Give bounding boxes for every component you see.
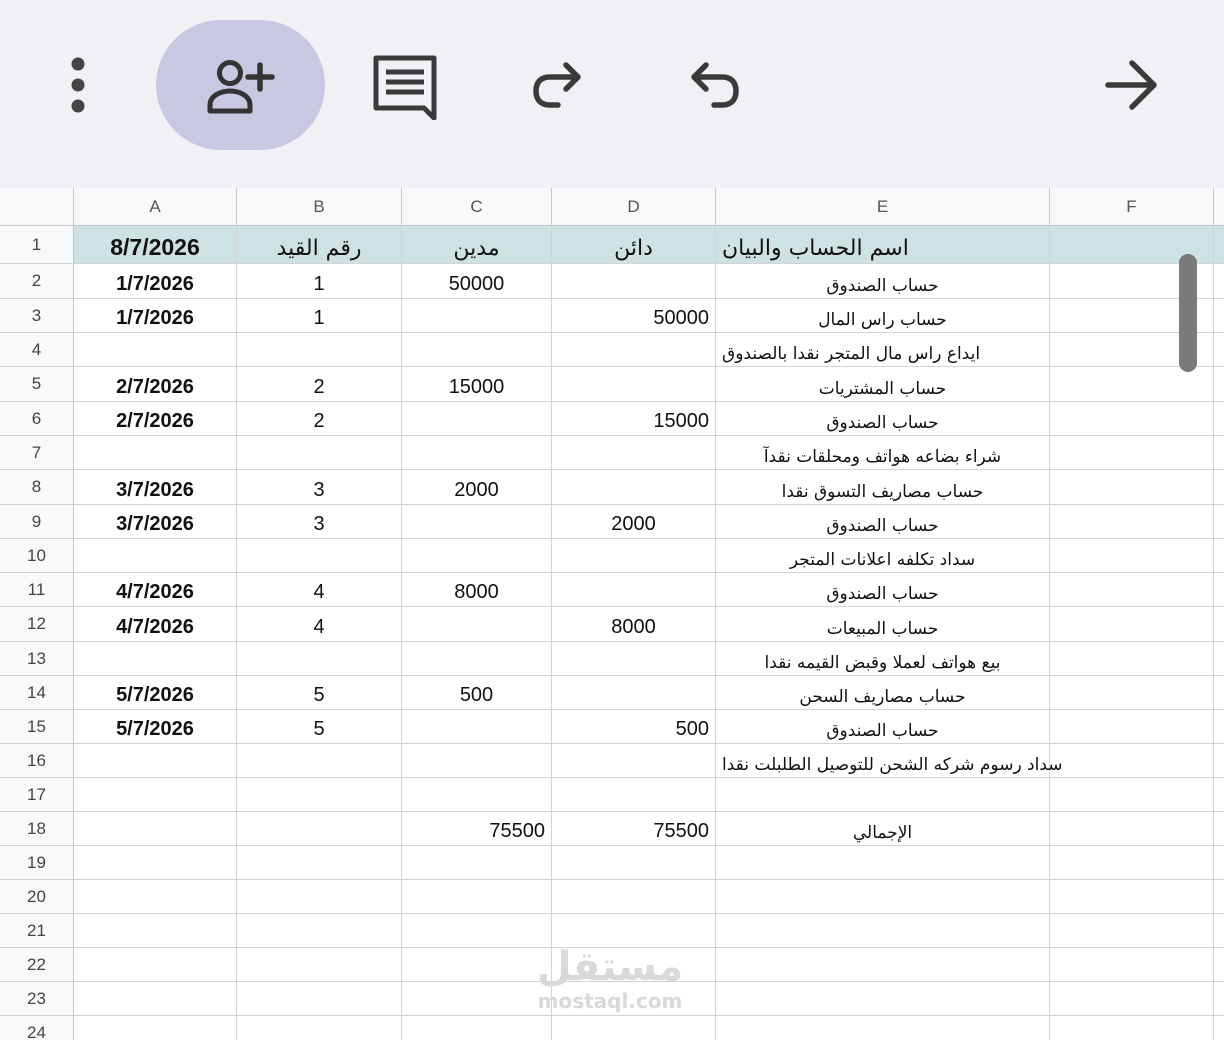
cell-c6[interactable] xyxy=(402,402,552,436)
cell-e15[interactable]: حساب الصندوق xyxy=(716,710,1050,744)
cell-e2[interactable]: حساب الصندوق xyxy=(716,264,1050,299)
cell-f13[interactable] xyxy=(1050,642,1214,676)
cell-f19[interactable] xyxy=(1050,846,1214,880)
cell-g10[interactable] xyxy=(1214,539,1224,573)
cell-c4[interactable] xyxy=(402,333,552,367)
cell-f6[interactable] xyxy=(1050,402,1214,436)
row-header[interactable]: 24 xyxy=(0,1016,74,1040)
cell-d9[interactable]: 2000 xyxy=(552,505,716,539)
cell-b18[interactable] xyxy=(237,812,402,846)
cell-c10[interactable] xyxy=(402,539,552,573)
cell-d21[interactable] xyxy=(552,914,716,948)
cell-e22[interactable] xyxy=(716,948,1050,982)
row-header[interactable]: 10 xyxy=(0,539,74,573)
cell-a10[interactable] xyxy=(74,539,237,573)
cell-b11[interactable]: 4 xyxy=(237,573,402,607)
redo-icon xyxy=(528,55,588,115)
row-header[interactable]: 5 xyxy=(0,367,74,402)
cell-b9[interactable]: 3 xyxy=(237,505,402,539)
column-header-c[interactable]: C xyxy=(402,188,552,226)
cell-d12[interactable]: 8000 xyxy=(552,607,716,642)
select-all-corner[interactable] xyxy=(0,188,74,226)
cell-g12[interactable] xyxy=(1214,607,1224,642)
cell-c8[interactable]: 2000 xyxy=(402,470,552,505)
cell-g17[interactable] xyxy=(1214,778,1224,812)
cell-c19[interactable] xyxy=(402,846,552,880)
cell-d23[interactable] xyxy=(552,982,716,1016)
cell-f16[interactable] xyxy=(1050,744,1214,778)
row-header[interactable]: 21 xyxy=(0,914,74,948)
cell-a17[interactable] xyxy=(74,778,237,812)
cell-c14[interactable]: 500 xyxy=(402,676,552,710)
cell-c20[interactable] xyxy=(402,880,552,914)
cell-e6[interactable]: حساب الصندوق xyxy=(716,402,1050,436)
arrow-forward-icon xyxy=(1102,55,1162,115)
cell-e8[interactable]: حساب مصاريف التسوق نقدا xyxy=(716,470,1050,505)
add-person-button[interactable] xyxy=(190,50,290,120)
cell-f11[interactable] xyxy=(1050,573,1214,607)
cell-d8[interactable] xyxy=(552,470,716,505)
cell-a9[interactable]: 3/7/2026 xyxy=(74,505,237,539)
cell-d10[interactable] xyxy=(552,539,716,573)
cell-g1[interactable] xyxy=(1214,226,1224,264)
forward-button[interactable] xyxy=(1092,50,1172,120)
cell-e5[interactable]: حساب المشتريات xyxy=(716,367,1050,402)
cell-f5[interactable] xyxy=(1050,367,1214,402)
cell-c5[interactable]: 15000 xyxy=(402,367,552,402)
cell-g19[interactable] xyxy=(1214,846,1224,880)
cell-c21[interactable] xyxy=(402,914,552,948)
row-header[interactable]: 20 xyxy=(0,880,74,914)
cell-a5[interactable]: 2/7/2026 xyxy=(74,367,237,402)
cell-b7[interactable] xyxy=(237,436,402,470)
cell-b15[interactable]: 5 xyxy=(237,710,402,744)
cell-f14[interactable] xyxy=(1050,676,1214,710)
cell-c16[interactable] xyxy=(402,744,552,778)
cell-c15[interactable] xyxy=(402,710,552,744)
cell-e20[interactable] xyxy=(716,880,1050,914)
cell-g5[interactable] xyxy=(1214,367,1224,402)
cell-d22[interactable] xyxy=(552,948,716,982)
cell-e23[interactable] xyxy=(716,982,1050,1016)
row-header[interactable]: 7 xyxy=(0,436,74,470)
cell-e24[interactable] xyxy=(716,1016,1050,1040)
cell-c17[interactable] xyxy=(402,778,552,812)
cell-b23[interactable] xyxy=(237,982,402,1016)
cell-a3[interactable]: 1/7/2026 xyxy=(74,299,237,333)
cell-c3[interactable] xyxy=(402,299,552,333)
cell-f23[interactable] xyxy=(1050,982,1214,1016)
row-header[interactable]: 15 xyxy=(0,710,74,744)
column-header-f[interactable]: F xyxy=(1050,188,1214,226)
cell-d18[interactable]: 75500 xyxy=(552,812,716,846)
cell-a4[interactable] xyxy=(74,333,237,367)
row-header[interactable]: 16 xyxy=(0,744,74,778)
cell-a16[interactable] xyxy=(74,744,237,778)
row-header[interactable]: 23 xyxy=(0,982,74,1016)
watermark-latin: mostaql.com xyxy=(537,989,683,1013)
cell-g16[interactable] xyxy=(1214,744,1224,778)
cell-c11[interactable]: 8000 xyxy=(402,573,552,607)
cell-d7[interactable] xyxy=(552,436,716,470)
cell-b21[interactable] xyxy=(237,914,402,948)
undo-button[interactable] xyxy=(676,50,752,120)
cell-a6[interactable]: 2/7/2026 xyxy=(74,402,237,436)
cell-g3[interactable] xyxy=(1214,299,1224,333)
cell-f12[interactable] xyxy=(1050,607,1214,642)
cell-a13[interactable] xyxy=(74,642,237,676)
cell-e18[interactable]: الإجمالي xyxy=(716,812,1050,846)
cell-c24[interactable] xyxy=(402,1016,552,1040)
cell-f20[interactable] xyxy=(1050,880,1214,914)
cell-e19[interactable] xyxy=(716,846,1050,880)
cell-f8[interactable] xyxy=(1050,470,1214,505)
cell-a1[interactable]: 8/7/2026 xyxy=(74,226,237,264)
row-header[interactable]: 9 xyxy=(0,505,74,539)
cell-d6[interactable]: 15000 xyxy=(552,402,716,436)
cell-b14[interactable]: 5 xyxy=(237,676,402,710)
cell-c18[interactable]: 75500 xyxy=(402,812,552,846)
row-header[interactable]: 22 xyxy=(0,948,74,982)
cell-g15[interactable] xyxy=(1214,710,1224,744)
more-vert-icon xyxy=(68,55,88,115)
cell-g18[interactable] xyxy=(1214,812,1224,846)
cell-d3[interactable]: 50000 xyxy=(552,299,716,333)
cell-f7[interactable] xyxy=(1050,436,1214,470)
cell-b8[interactable]: 3 xyxy=(237,470,402,505)
cell-b4[interactable] xyxy=(237,333,402,367)
cell-d24[interactable] xyxy=(552,1016,716,1040)
row-header[interactable]: 8 xyxy=(0,470,74,505)
cell-g14[interactable] xyxy=(1214,676,1224,710)
cell-g24[interactable] xyxy=(1214,1016,1224,1040)
cell-e11[interactable]: حساب الصندوق xyxy=(716,573,1050,607)
cell-a7[interactable] xyxy=(74,436,237,470)
row-header[interactable]: 11 xyxy=(0,573,74,607)
cell-c7[interactable] xyxy=(402,436,552,470)
cell-a18[interactable] xyxy=(74,812,237,846)
cell-b20[interactable] xyxy=(237,880,402,914)
row-header[interactable]: 18 xyxy=(0,812,74,846)
cell-d4[interactable] xyxy=(552,333,716,367)
column-header-b[interactable]: B xyxy=(237,188,402,226)
cell-d14[interactable] xyxy=(552,676,716,710)
cell-a14[interactable]: 5/7/2026 xyxy=(74,676,237,710)
watermark-arabic: مستقل xyxy=(536,944,684,990)
cell-c1[interactable]: مدين xyxy=(402,226,552,264)
comment-button[interactable] xyxy=(362,45,447,125)
comment-icon xyxy=(370,50,440,120)
cell-e9[interactable]: حساب الصندوق xyxy=(716,505,1050,539)
cell-b10[interactable] xyxy=(237,539,402,573)
cell-f22[interactable] xyxy=(1050,948,1214,982)
cell-f24[interactable] xyxy=(1050,1016,1214,1040)
cell-b6[interactable]: 2 xyxy=(237,402,402,436)
cell-g20[interactable] xyxy=(1214,880,1224,914)
cell-e17[interactable] xyxy=(716,778,1050,812)
cell-b22[interactable] xyxy=(237,948,402,982)
row-header[interactable]: 3 xyxy=(0,299,74,333)
cell-g21[interactable] xyxy=(1214,914,1224,948)
cell-g13[interactable] xyxy=(1214,642,1224,676)
cell-d16[interactable] xyxy=(552,744,716,778)
cell-a23[interactable] xyxy=(74,982,237,1016)
cell-f21[interactable] xyxy=(1050,914,1214,948)
cell-e1[interactable]: اسم الحساب والبيان xyxy=(716,226,1050,264)
cell-c12[interactable] xyxy=(402,607,552,642)
vertical-scrollbar[interactable] xyxy=(1179,254,1197,372)
cell-a15[interactable]: 5/7/2026 xyxy=(74,710,237,744)
row-header[interactable]: 19 xyxy=(0,846,74,880)
cell-f10[interactable] xyxy=(1050,539,1214,573)
cell-b2[interactable]: 1 xyxy=(237,264,402,299)
cell-g11[interactable] xyxy=(1214,573,1224,607)
cell-b13[interactable] xyxy=(237,642,402,676)
cell-f17[interactable] xyxy=(1050,778,1214,812)
cell-e21[interactable] xyxy=(716,914,1050,948)
cell-e13[interactable]: بيع هواتف لعملا وقبض القيمه نقدا xyxy=(716,642,1050,676)
undo-icon xyxy=(684,55,744,115)
column-header-e[interactable]: E xyxy=(716,188,1050,226)
cell-b1[interactable]: رقم القيد xyxy=(237,226,402,264)
cell-f9[interactable] xyxy=(1050,505,1214,539)
cell-e10[interactable]: سداد تكلفه اعلانات المتجر xyxy=(716,539,1050,573)
add-person-icon xyxy=(200,55,280,115)
cell-g22[interactable] xyxy=(1214,948,1224,982)
cell-a2[interactable]: 1/7/2026 xyxy=(74,264,237,299)
cell-a24[interactable] xyxy=(74,1016,237,1040)
cell-a8[interactable]: 3/7/2026 xyxy=(74,470,237,505)
cell-d20[interactable] xyxy=(552,880,716,914)
row-header[interactable]: 1 xyxy=(0,226,74,264)
cell-d15[interactable]: 500 xyxy=(552,710,716,744)
cell-b24[interactable] xyxy=(237,1016,402,1040)
cell-a19[interactable] xyxy=(74,846,237,880)
cell-c22[interactable] xyxy=(402,948,552,982)
cell-d11[interactable] xyxy=(552,573,716,607)
cell-e3[interactable]: حساب راس المال xyxy=(716,299,1050,333)
cell-c9[interactable] xyxy=(402,505,552,539)
cell-a21[interactable] xyxy=(74,914,237,948)
toolbar xyxy=(0,0,1224,188)
column-header-g[interactable] xyxy=(1214,188,1224,226)
cell-f15[interactable] xyxy=(1050,710,1214,744)
cell-b16[interactable] xyxy=(237,744,402,778)
cell-a20[interactable] xyxy=(74,880,237,914)
cell-d17[interactable] xyxy=(552,778,716,812)
cell-g4[interactable] xyxy=(1214,333,1224,367)
cell-c23[interactable] xyxy=(402,982,552,1016)
row-header[interactable]: 14 xyxy=(0,676,74,710)
cell-c13[interactable] xyxy=(402,642,552,676)
row-header[interactable]: 13 xyxy=(0,642,74,676)
cell-e16[interactable]: سداد رسوم شركه الشحن للتوصيل الطلبلت نقدا xyxy=(716,744,1050,778)
cell-c2[interactable]: 50000 xyxy=(402,264,552,299)
cell-a22[interactable] xyxy=(74,948,237,982)
cell-b19[interactable] xyxy=(237,846,402,880)
cell-a11[interactable]: 4/7/2026 xyxy=(74,573,237,607)
cell-e12[interactable]: حساب المبيعات xyxy=(716,607,1050,642)
column-header-d[interactable]: D xyxy=(552,188,716,226)
row-header[interactable]: 6 xyxy=(0,402,74,436)
cell-a12[interactable]: 4/7/2026 xyxy=(74,607,237,642)
spreadsheet-grid xyxy=(0,188,1224,1040)
cell-d19[interactable] xyxy=(552,846,716,880)
cell-b17[interactable] xyxy=(237,778,402,812)
cell-f18[interactable] xyxy=(1050,812,1214,846)
cell-g6[interactable] xyxy=(1214,402,1224,436)
redo-button[interactable] xyxy=(520,50,596,120)
cell-b3[interactable]: 1 xyxy=(237,299,402,333)
cell-d2[interactable] xyxy=(552,264,716,299)
cell-e7[interactable]: شراء بضاعه هواتف ومحلقات نقدآ xyxy=(716,436,1050,470)
cell-b12[interactable]: 4 xyxy=(237,607,402,642)
cell-e4[interactable]: ايداع راس مال المتجر نقدا بالصندوق xyxy=(716,333,1050,367)
cell-g7[interactable] xyxy=(1214,436,1224,470)
cell-g9[interactable] xyxy=(1214,505,1224,539)
cell-d13[interactable] xyxy=(552,642,716,676)
more-options-button[interactable] xyxy=(48,45,108,125)
row-header[interactable]: 17 xyxy=(0,778,74,812)
cell-g2[interactable] xyxy=(1214,264,1224,299)
row-header[interactable]: 2 xyxy=(0,264,74,299)
cell-d1[interactable]: دائن xyxy=(552,226,716,264)
row-header[interactable]: 12 xyxy=(0,607,74,642)
cell-g8[interactable] xyxy=(1214,470,1224,505)
cell-b5[interactable]: 2 xyxy=(237,367,402,402)
row-header[interactable]: 4 xyxy=(0,333,74,367)
cell-d5[interactable] xyxy=(552,367,716,402)
column-header-a[interactable]: A xyxy=(74,188,237,226)
cell-e14[interactable]: حساب مصاريف السحن xyxy=(716,676,1050,710)
cell-g23[interactable] xyxy=(1214,982,1224,1016)
